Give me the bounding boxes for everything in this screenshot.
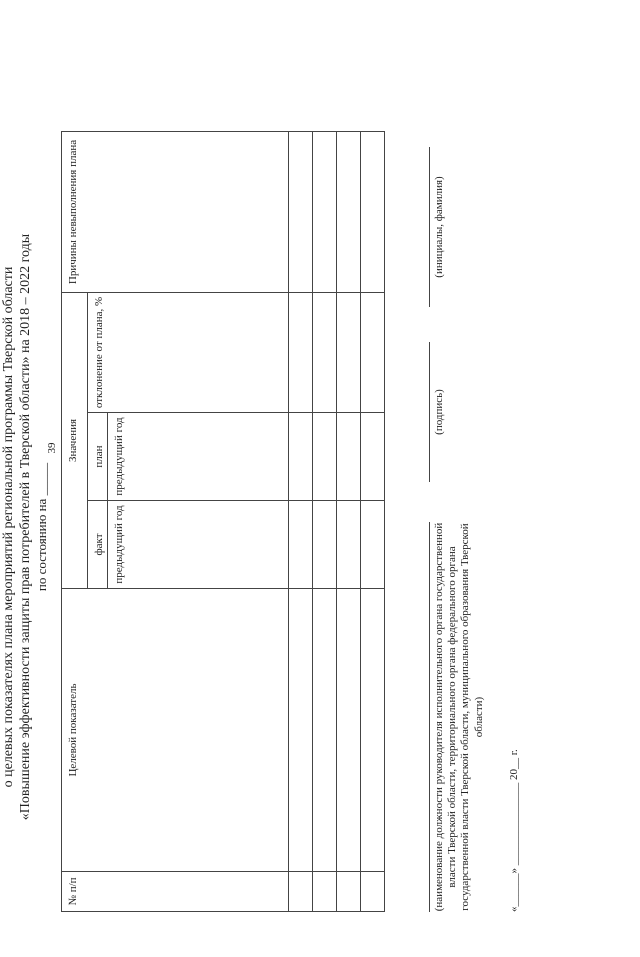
table-row xyxy=(361,131,385,911)
table-cell xyxy=(313,292,337,412)
table-cell xyxy=(337,413,361,501)
table-cell xyxy=(289,501,313,589)
document-subtitle: о целевых показателях плана мероприятий региональной программы Тверской области xyxy=(1,266,16,788)
table-cell xyxy=(361,589,385,872)
header-indicator: Целевой показатель xyxy=(62,589,289,872)
as-of-date: по состоянию на _____ xyxy=(34,462,49,592)
table-cell xyxy=(289,413,313,501)
header-fact-prev-year: предыдущий год xyxy=(108,501,289,589)
table-cell xyxy=(361,413,385,501)
header-reasons: Причины невыполнения плана xyxy=(62,131,289,292)
table-cell xyxy=(289,292,313,412)
position-caption: (наименование должности руководителя исполнительного органа государственной власти Тверской области, территориального органа федерального органа государственной власти Тверской области, муниципального образования Тверской области) xyxy=(433,522,485,912)
header-deviation: отклонение от плана, % xyxy=(88,292,289,412)
position-line xyxy=(429,522,430,912)
header-plan-prev-year: предыдущий год xyxy=(108,413,289,501)
table-row xyxy=(337,131,361,911)
table-cell xyxy=(337,292,361,412)
table-cell xyxy=(361,501,385,589)
table-cell xyxy=(289,131,313,292)
signature-line xyxy=(429,342,430,482)
table-cell xyxy=(337,589,361,872)
table-row xyxy=(289,131,313,911)
table-cell xyxy=(361,292,385,412)
header-values: Значения xyxy=(62,292,88,588)
table-row xyxy=(313,131,337,911)
table-cell xyxy=(337,872,361,912)
name-line xyxy=(429,147,430,307)
header-plan: план xyxy=(88,413,108,501)
table-cell xyxy=(289,872,313,912)
rotated-page-content xyxy=(0,97,528,957)
table-cell xyxy=(361,872,385,912)
table-cell xyxy=(361,131,385,292)
date-field: «______» _______________ 20__ г. xyxy=(508,749,520,912)
header-fact: факт xyxy=(88,501,108,589)
page-number: 39 xyxy=(46,442,58,454)
table-cell xyxy=(313,589,337,872)
table-cell xyxy=(313,501,337,589)
table-cell xyxy=(313,872,337,912)
program-name: «Повышение эффективности защиты прав потребителей в Тверской области» на 2018 – 2022 годы xyxy=(18,233,33,821)
table-cell xyxy=(337,501,361,589)
table-cell xyxy=(289,589,313,872)
table-cell xyxy=(313,413,337,501)
header-number: № п/п xyxy=(62,872,289,912)
table-cell xyxy=(313,131,337,292)
table-cell xyxy=(337,131,361,292)
signature-caption: (подпись) xyxy=(433,389,445,435)
indicators-table xyxy=(61,131,385,912)
name-caption: (инициалы, фамилия) xyxy=(433,176,445,278)
